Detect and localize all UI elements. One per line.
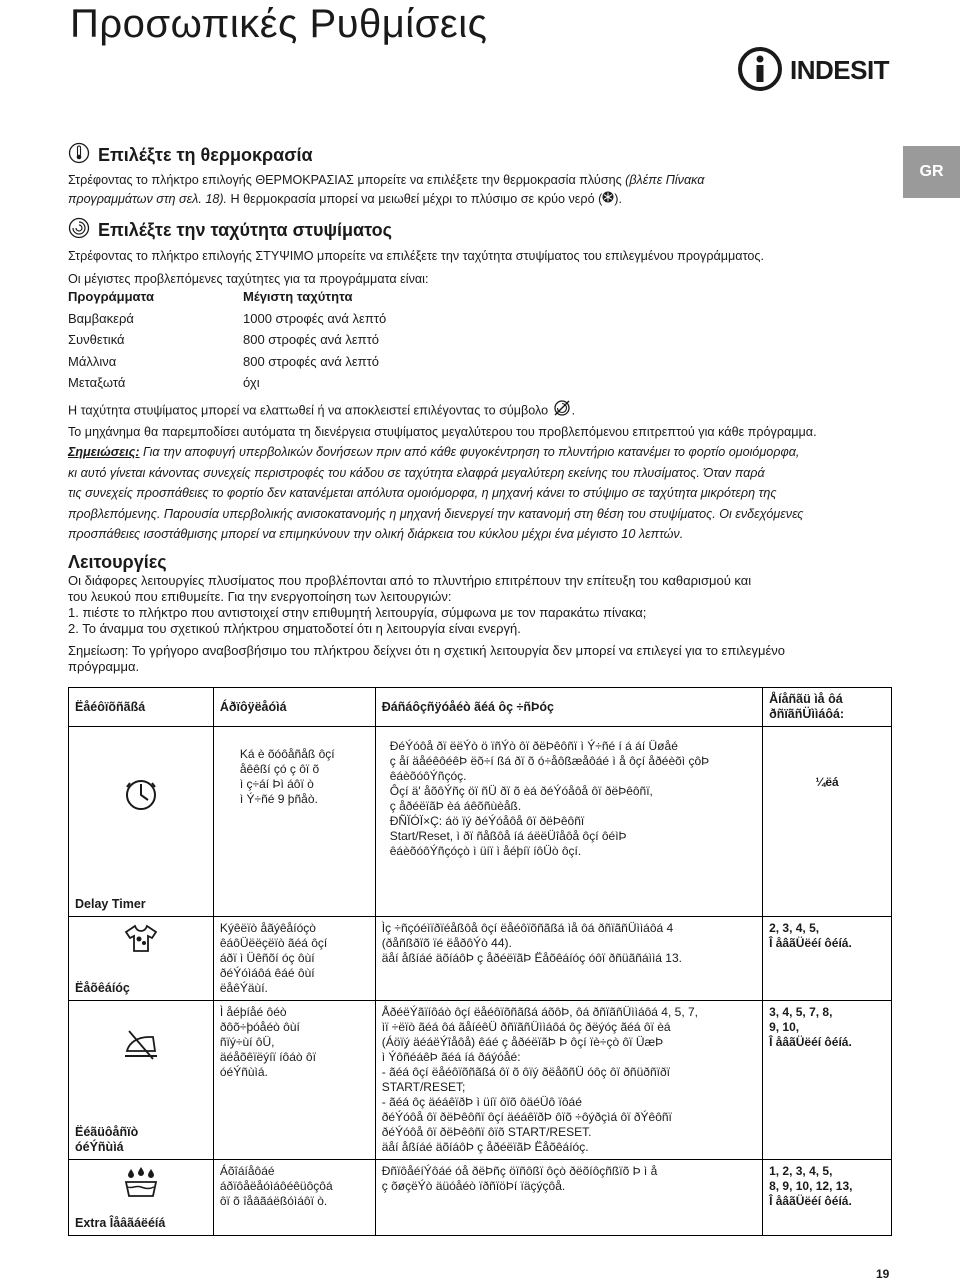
note-line: ðéÝóôå ôï ðëÞêôñï ôïõ START/RESET. xyxy=(381,1125,592,1139)
temperature-text-2-end: ). xyxy=(614,192,622,206)
language-tab: GR xyxy=(903,146,960,198)
function-cell xyxy=(69,1001,214,1160)
temperature-heading xyxy=(68,142,898,169)
programs-value: 3, 4, 5, 7, 8, xyxy=(769,1005,833,1019)
functions-text xyxy=(68,573,908,637)
note-line: ÐéÝóôå ðï ëëÝò ö ïñÝò ôï ðëÞêôñï ì Ý÷ñé í á áí Üøåé xyxy=(389,739,678,753)
note-line: (Áöïý äéáëÝîåôå) êáé ç åðéëïãÞ Þ ôçí ïè÷çò ôï ÜæÞ xyxy=(381,1035,664,1049)
notes-cell xyxy=(375,727,762,917)
function-cell xyxy=(69,917,214,1001)
easy-iron-icon xyxy=(75,1025,207,1069)
temperature-heading-text: Επιλέξτε τη θερμοκρασία xyxy=(98,145,313,165)
programs-value: 8, 9, 10, 12, 13, xyxy=(769,1179,853,1193)
temperature-text-2-italic: προγραμμάτων στη σελ. 18). xyxy=(68,192,228,206)
table-row xyxy=(68,372,386,394)
functions-note xyxy=(68,643,908,675)
functions-note-line: πρόγραμμα. xyxy=(68,659,140,674)
spin-text-1: Στρέφοντας το πλήκτρο επιλογής ΣΤΥΨΙΜΟ μπορείτε να επιλέξετε την ταχύτητα στυψίματος του επιλεγμένου προγράμματος. xyxy=(68,249,764,263)
temperature-text-1-italic: (βλέπε Πίνακα xyxy=(625,173,705,187)
note-line: ç åðéëïãÞ èá áêõñùèåß. xyxy=(389,799,522,813)
table-row xyxy=(69,1001,892,1160)
effect-line: Ì åéþíåé ôéò xyxy=(219,1005,287,1019)
spin-text-2: Οι μέγιστες προβλεπόμενες ταχύτητες για τα προγράμματα είναι: xyxy=(68,272,429,286)
functions-heading: Λειτουργίες xyxy=(68,552,167,572)
programs-cell xyxy=(763,1001,892,1160)
functions-intro xyxy=(68,573,908,675)
note-line: ðéÝóôå ôï ðëÞêôñï ôçí äéáêïðÞ ôïõ ÷ôýðçìá ôï ðÝêôñï xyxy=(381,1110,672,1124)
spin-col-speed: Μέγιστη ταχύτητα xyxy=(243,289,353,304)
effect-line: ì ç÷áí Þì áôï ò xyxy=(239,777,314,791)
spin-note-2: Το μηχάνημα θα παρεμποδίσει αυτόματα τη διενέργεια στυψίματος μεγαλύτερου του προβλεπόμενου επιτρεπτού για κάθε πρόγραμμα. xyxy=(68,425,817,439)
no-spin-icon xyxy=(552,399,572,423)
delay-timer-icon xyxy=(75,775,207,819)
effect-line: Áõîáíåôáé xyxy=(219,1164,275,1178)
spin-note-1-text: Η ταχύτητα στυψίματος μπορεί να ελαττωθεί ή να αποκλειστεί επιλέγοντας το σύμβολο xyxy=(68,403,549,418)
spin-heading xyxy=(68,217,908,244)
note-line: ÅðéëÝãïíôáò ôçí ëåéôïõñãßá áõôÞ, ôá ðñïãñÜììáôá 4, 5, 7, xyxy=(381,1005,698,1019)
effect-cell xyxy=(213,727,375,917)
spin-program: Μεταξωτά xyxy=(68,375,126,390)
col-effect: Áðïôÿëåóìá xyxy=(213,688,375,727)
spin-note-3 xyxy=(68,442,908,545)
col-function: Ëåéôïõñãßá xyxy=(69,688,214,727)
functions-line: Οι διάφορες λειτουργίες πλυσίματος που προβλέπονται από το πλυντήριο επιτρέπουν την επίτευξη του καθαρισμού και xyxy=(68,573,752,588)
spin-speed: όχι xyxy=(243,375,260,390)
functions-line: 2. Το άναμμα του σχετικού πλήκτρου σηματοδοτεί ότι η λειτουργία είναι ενεργή. xyxy=(68,621,521,636)
function-cell xyxy=(69,1160,214,1236)
effect-line: ðéÝóìáôá êáé ôùí xyxy=(219,966,315,980)
spin-notes xyxy=(68,399,908,545)
note-line: äåí åßíáé äõíáôÞ ç åðéëïãÞ Ëåõêáíóç óôï ðñüãñáììá 13. xyxy=(381,951,682,965)
programs-value: Î åâãÜëéí ôéíá. xyxy=(769,936,852,950)
effect-line: ôï õ îåâãáëßóìáôï ò. xyxy=(219,1194,328,1208)
col-notes: Ðáñáôçñÿóåéò ãéá ôç ÷ñÞóç xyxy=(375,688,762,727)
effect-cell xyxy=(213,1160,375,1236)
spin-section xyxy=(68,217,908,289)
spin-note-3-line: προβλεπόμενης. Παρουσία υπερβολικής ανισοκατανομής η μηχανή διενεργεί την κατανομή στη θέση του στυψίματος. Οι ενδεχόμενες xyxy=(68,506,804,521)
col-programs-text: Åíåñãü ìå ôá ðñïãñÜììáôá: xyxy=(769,692,845,721)
note-line: (ðåñßðïõ ïé ëåðôÝò 44). xyxy=(381,936,512,950)
page-title: Προσωπικές Ρυθμίσεις xyxy=(70,2,488,46)
spin-program: Συνθετικά xyxy=(68,332,125,347)
notes-cell xyxy=(375,1160,762,1236)
note-line: ç õøçëÝò äüóåéò ïðñïöÞí ïäçýçôå. xyxy=(381,1179,566,1193)
spin-speed-table xyxy=(68,286,386,394)
spin-note-3-line: κι αυτό γίνεται κάνοντας συνεχείς περιστροφές του κάδου σε ταχύτητα ελαφρά μεγαλύτερη εκείνης του πλυσίματος. Όταν παρά xyxy=(68,465,765,480)
effect-line: êáôÜëëçëïò ãéá ôçí xyxy=(219,936,328,950)
brand-name: INDESIT xyxy=(790,55,890,85)
functions-line: 1. πιέστε το πλήκτρο που αντιστοιχεί στην επιθυμητή λειτουργία, σύμφωνα με τον παρακάτω πίνακα; xyxy=(68,605,647,620)
note-line: ìï ÷ëïò ãéá ôá ãåíéêÜ ðñïãñÜììáôá ôç ðëýóç ãéá ôï èá xyxy=(381,1020,671,1034)
effect-line: ñïý÷ùí ôÜ, xyxy=(219,1035,275,1049)
note-line: START/RESET; xyxy=(381,1080,466,1094)
note-line: ç åí äåéêôéêÞ ëõ÷í ßá ðï õ ó÷åôßæåôáé ì å ôçí åðéèõì çôÞ êáèõóôÝñçóç. xyxy=(389,754,710,783)
temperature-section xyxy=(68,142,898,209)
functions-table xyxy=(68,687,892,1236)
spin-speed: 1000 στροφές ανά λεπτό xyxy=(243,310,387,326)
snowflake-icon xyxy=(602,190,614,209)
programs-value: 2, 3, 4, 5, xyxy=(769,921,820,935)
programs-value: 9, 10, xyxy=(769,1020,800,1034)
thermometer-icon xyxy=(68,142,90,169)
table-row xyxy=(68,308,386,330)
spin-note-1-end: . xyxy=(571,403,576,418)
effect-cell xyxy=(213,1001,375,1160)
notes-cell xyxy=(375,1001,762,1160)
effect-line: óéÝñùìá. xyxy=(219,1065,268,1079)
spin-note-3-line: προσπάθειες ισοστάθμισης μπορεί να επιμηκύνουν την ολική διάρκεια του κύκλου μέχρι ένα μέγιστο 10 λεπτών. xyxy=(68,527,684,541)
spin-speed: 800 στροφές ανά λεπτό xyxy=(243,353,379,369)
function-name-line: óéÝñùìá xyxy=(75,1140,124,1154)
effect-line: åêêßí çó ç ôï õ xyxy=(239,762,320,776)
effect-line: ðôõ÷þóåéò ôùí xyxy=(219,1020,300,1034)
shirt-stain-icon xyxy=(75,923,207,957)
note-line: Ôçí ä' åõôÝñç öï ñÜ ðï õ èá ðéÝóåôå ôï ðëÞêôñï, xyxy=(389,784,653,798)
function-name: Ëåõêáíóç xyxy=(75,981,130,995)
table-row xyxy=(68,329,386,351)
programs-cell xyxy=(763,727,892,917)
function-name: Extra Îåâãáëéíá xyxy=(75,1216,166,1230)
spin-note-3-line: Για την αποφυγή υπερβολικών δονήσεων πριν από κάθε φυγοκέντρηση το πλυντήριο κατανέμει το φορτίο ομοιόμορφα, xyxy=(139,445,800,459)
functions-note-line: Σημείωση: Το γρήγορο αναβοσβήσιμο του πλήκτρου δείχνει ότι η σχετική λειτουργία δεν μπορεί να επιλεγεί για το επιλεγμένο xyxy=(68,643,786,658)
spin-note-1 xyxy=(68,399,908,423)
col-programs xyxy=(763,688,892,727)
table-row xyxy=(68,351,386,373)
temperature-text-2: Η θερμοκρασία μπορεί να μειωθεί μέχρι το πλύσιμο σε κρύο νερό ( xyxy=(227,192,603,206)
spin-speed-header xyxy=(68,286,386,308)
effect-line: Κýêëïò åãýêåíóçò xyxy=(219,921,316,935)
note-line: ÐÑÏÓÏ×Ç: áö ïý ðéÝóåôå ôï ðëÞêôñï xyxy=(389,814,585,828)
spin-icon xyxy=(68,217,90,244)
spin-program: Βαμβακερά xyxy=(68,310,134,326)
note-line: ÐñïôåéíÝôáé óå ðëÞñç öïñôßï ôçò ðëõíôçñßïõ Þ ì å xyxy=(381,1164,658,1178)
spin-note-3-line: τις συνεχείς προσπάθειες το φορτίο δεν κατανέμεται απόλυτα ομοιόμορφα, η μηχανή κάνει το στύψιμο σε ταχύτητα μικρότερη της xyxy=(68,486,777,500)
function-name xyxy=(75,1125,138,1155)
temperature-text-1: Στρέφοντας το πλήκτρο επιλογής ΘΕΡΜΟΚΡΑΣΙΑΣ μπορείτε να επιλέξετε την θερμοκρασία πλύσης xyxy=(68,173,626,187)
programs-cell xyxy=(763,1160,892,1236)
notes-cell xyxy=(375,917,762,1001)
programs-value: Î åâãÜëéí ôéíá. xyxy=(769,1194,852,1208)
effect-line: Ká è õóôåñåß ôçí xyxy=(239,747,335,761)
functions-line: του λευκού που επιθυμείτε. Για την ενεργοποίηση των λειτουργιών: xyxy=(68,589,452,604)
function-cell xyxy=(69,727,214,917)
note-line: ì ÝôñéáêÞ ãéá íá ðáýóåé: xyxy=(381,1050,521,1064)
spin-heading-text: Επιλέξτε την ταχύτητα στυψίματος xyxy=(98,220,392,240)
brand-logo xyxy=(738,46,908,92)
effect-line: ëåêÝäùí. xyxy=(219,981,268,995)
effect-line: áðïôåëåóìáôéêüôçôá xyxy=(219,1179,333,1193)
note-line: äåí åßíáé äõíáôÞ ç åðéëïãÞ Ëåõêáíóç. xyxy=(381,1140,589,1154)
effect-line: äéåõêïëýíï íôáò ôï xyxy=(219,1050,316,1064)
programs-value: 1, 2, 3, 4, 5, xyxy=(769,1164,833,1178)
spin-col-program: Προγράμματα xyxy=(68,289,154,304)
spin-speed: 800 στροφές ανά λεπτό xyxy=(243,332,379,347)
spin-program: Μάλλινα xyxy=(68,353,117,369)
programs-value: ¼ëá xyxy=(815,775,839,789)
note-line: Ìç ÷ñçóéìïðïéåßôå ôçí ëåéôïõñãßá ìå ôá ðñïãñÜììáôá 4 xyxy=(381,921,674,935)
effect-cell xyxy=(213,917,375,1001)
function-name: Delay Timer xyxy=(75,897,146,911)
effect-line: ì Ý÷ñé 9 þñåò. xyxy=(239,792,318,806)
note-line: - ãéá ôç äéáêïðÞ ì üíï ôïõ ôäéÜô ïôáé xyxy=(381,1095,582,1109)
functions-table-header xyxy=(69,688,892,727)
extra-rinse-icon xyxy=(75,1166,207,1202)
note-line: êáèõóôÝñçóçò ì üíï ì åéþíï íôÜò ôçí. xyxy=(389,844,582,858)
note-line: - ãéá ôçí ëåéôïõñãßá ôï õ ôïý ðëåõñÜ óôç ôï ðñüðñïðï xyxy=(381,1065,670,1079)
table-row xyxy=(69,1160,892,1236)
function-name-line: Ëéãüôåñïò xyxy=(75,1125,139,1139)
programs-value: Î åâãÜëéí ôéíá. xyxy=(769,1035,852,1049)
table-row xyxy=(69,727,892,917)
temperature-text xyxy=(68,171,898,209)
note-line: Start/Reset, ì ðï ñåßôå íá áëëÜîåôå ôçí ôéìÞ xyxy=(389,829,627,843)
spin-note-3-label: Σημειώσεις: xyxy=(68,445,140,459)
programs-cell xyxy=(763,917,892,1001)
effect-line: áðï ì Üêñõí óç ôùí xyxy=(219,951,315,965)
table-row xyxy=(69,917,892,1001)
page-number: 19 xyxy=(876,1267,890,1281)
